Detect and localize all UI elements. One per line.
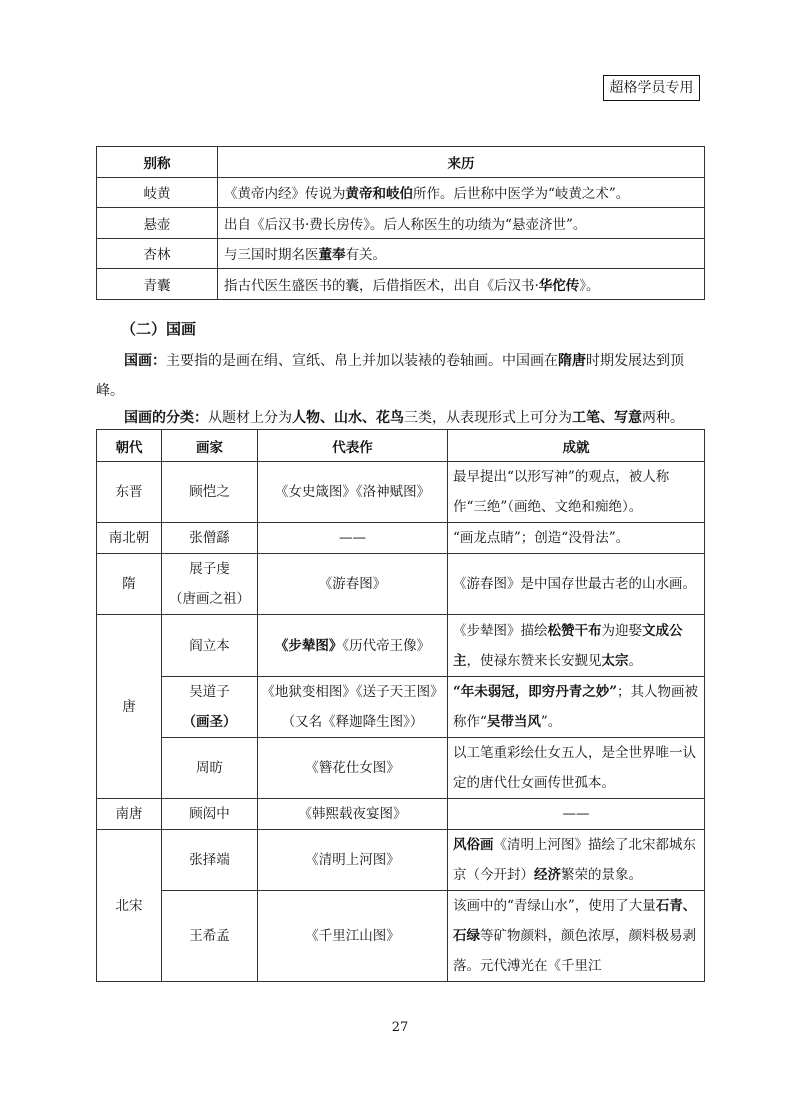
achievement-cell: —— [448, 799, 705, 830]
alias-table [96, 146, 705, 300]
work-cell: 《韩熙载夜宴图》 [258, 799, 448, 830]
work-cell: 《千里江山图》 [258, 891, 448, 982]
header-dynasty: 朝代 [97, 430, 162, 462]
achievement-cell: 以工笔重彩绘仕女五人，是全世界唯一认定的唐代仕女画传世孤本。 [448, 738, 705, 799]
work-cell: 《步辇图》《历代帝王像》 [258, 615, 448, 677]
header-origin: 来历 [218, 147, 705, 178]
painter-cell: 阎立本 [162, 615, 258, 677]
work-cell: 《女史箴图》《洛神赋图》 [258, 462, 448, 523]
table-row [97, 891, 705, 982]
origin-cell: 指古代医生盛医书的囊，后借指医术，出自《后汉书·华佗传》。 [218, 269, 705, 300]
work-cell: —— [258, 523, 448, 554]
work-cell: 《游春图》 [258, 554, 448, 615]
work-cell: 《地狱变相图》《送子天王图》（又名《释迦降生图》） [258, 677, 448, 738]
origin-cell: 出自《后汉书·费长房传》。后人称医生的功绩为“悬壶济世”。 [218, 208, 705, 239]
achievement-cell: 该画中的“青绿山水”，使用了大量石青、石绿等矿物颜料，颜色浓厚，颜料极易剥落。元代溥光在《千里江 [448, 891, 705, 982]
dynasty-cell: 东晋 [97, 462, 162, 523]
painter-cell: 展子虔 （唐画之祖） [162, 554, 258, 615]
table-header-row [97, 147, 705, 178]
table-row [97, 615, 705, 677]
table-row [97, 738, 705, 799]
section-title: （二）国画 [121, 320, 197, 338]
table-row [97, 238, 705, 269]
table-row [97, 462, 705, 523]
achievement-cell: “年未弱冠，即穷丹青之妙”；其人物画被称作“吴带当风”。 [448, 677, 705, 738]
painter-cell: 王希孟 [162, 891, 258, 982]
dynasty-cell: 隋 [97, 554, 162, 615]
paragraph-guohua-classification: 国画的分类：从题材上分为人物、山水、花鸟三类，从表现形式上可分为工笔、写意两种。 [124, 410, 684, 426]
achievement-cell: 最早提出“以形写神”的观点，被人称作“三绝”（画绝、文绝和痴绝）。 [448, 462, 705, 523]
table-row [97, 799, 705, 830]
alias-cell: 青囊 [97, 269, 218, 300]
painter-cell: 周昉 [162, 738, 258, 799]
painter-cell: 张择端 [162, 830, 258, 891]
painter-cell: 顾恺之 [162, 462, 258, 523]
alias-cell: 悬壶 [97, 208, 218, 239]
work-cell: 《清明上河图》 [258, 830, 448, 891]
achievement-cell: “画龙点睛”；创造“没骨法”。 [448, 523, 705, 554]
achievement-cell: 《步辇图》描绘松赞干布为迎娶文成公主，使禄东赞来长安觐见太宗。 [448, 615, 705, 677]
origin-cell: 与三国时期名医董奉有关。 [218, 238, 705, 269]
header-alias: 别称 [97, 147, 218, 178]
alias-cell: 杏林 [97, 238, 218, 269]
page-number: 27 [391, 1020, 409, 1035]
achievement-cell: 风俗画《清明上河图》描绘了北宋都城东京（今开封）经济繁荣的景象。 [448, 830, 705, 891]
painter-cell: 张僧繇 [162, 523, 258, 554]
painter-cell: 吴道子 （画圣） [162, 677, 258, 738]
student-only-badge: 超格学员专用 [603, 75, 700, 101]
dynasty-cell: 唐 [97, 615, 162, 799]
painting-table [96, 429, 705, 982]
table-row [97, 830, 705, 891]
table-header-row [97, 430, 705, 462]
work-cell: 《簪花仕女图》 [258, 738, 448, 799]
table-row [97, 208, 705, 239]
table-row [97, 523, 705, 554]
header-painter: 画家 [162, 430, 258, 462]
paragraph-guohua-definition: 国画：主要指的是画在绢、宣纸、帛上并加以装裱的卷轴画。中国画在隋唐时期发展达到顶峰。 [96, 353, 684, 399]
table-row [97, 177, 705, 208]
origin-cell: 《黄帝内经》传说为黄帝和岐伯所作。后世称中医学为“岐黄之术”。 [218, 177, 705, 208]
table-row [97, 269, 705, 300]
table-row [97, 554, 705, 615]
painter-cell: 顾闳中 [162, 799, 258, 830]
achievement-cell: 《游春图》是中国存世最古老的山水画。 [448, 554, 705, 615]
dynasty-cell: 北宋 [97, 830, 162, 982]
dynasty-cell: 南北朝 [97, 523, 162, 554]
alias-cell: 岐黄 [97, 177, 218, 208]
header-work: 代表作 [258, 430, 448, 462]
dynasty-cell: 南唐 [97, 799, 162, 830]
table-row [97, 677, 705, 738]
header-achievement: 成就 [448, 430, 705, 462]
